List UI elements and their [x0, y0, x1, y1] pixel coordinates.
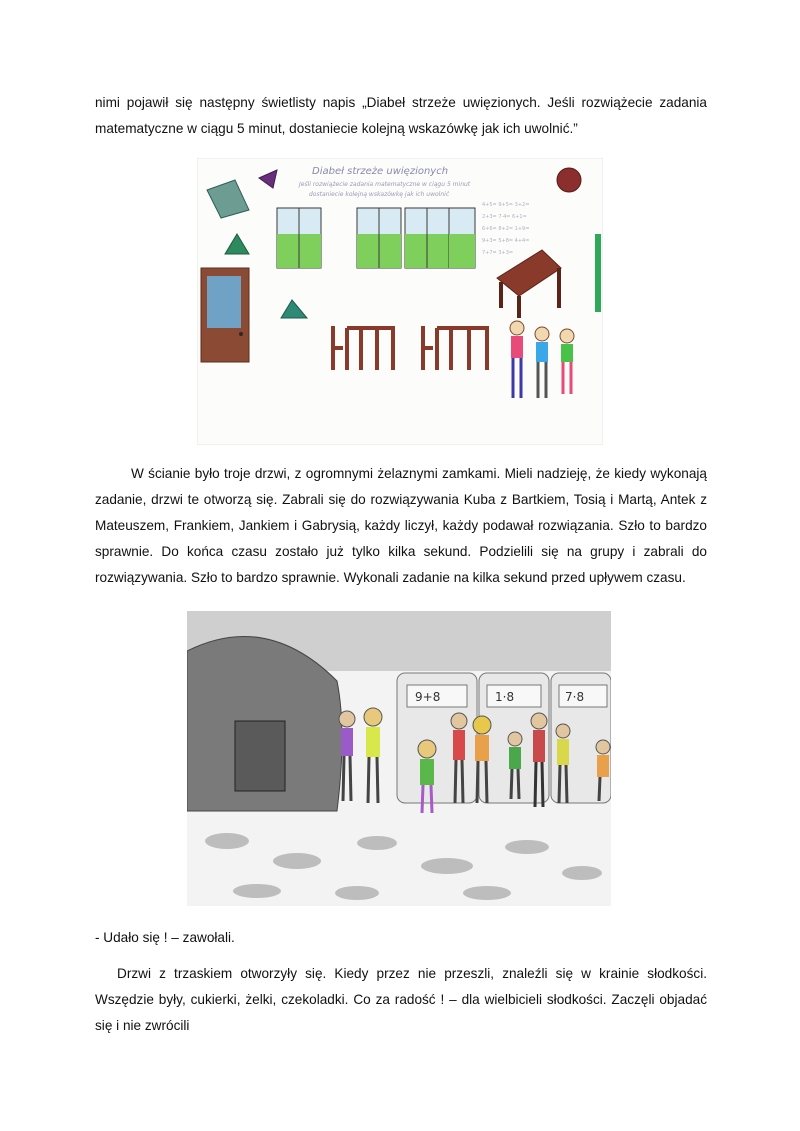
door-icon — [201, 268, 249, 362]
classroom-drawing — [197, 158, 603, 445]
cave-door-icon — [235, 721, 285, 791]
svg-text:6+6= 8+2= 1+9=: 6+6= 8+2= 1+9= — [482, 226, 530, 232]
svg-text:2+3= 7·4= 6+1=: 2+3= 7·4= 6+1= — [482, 214, 527, 220]
calculator-label-1: 9+8 — [415, 690, 441, 704]
calculator-label-3: 7·8 — [565, 690, 585, 704]
board-edge — [595, 234, 601, 312]
calculator-label-2: 1·8 — [495, 690, 515, 704]
windows — [277, 208, 475, 268]
svg-text:7+7= 3+3=: 7+7= 3+3= — [482, 250, 514, 256]
illustration-classroom — [197, 158, 603, 445]
cave-drawing — [187, 611, 611, 906]
handwritten-line-2: dostaniecie kolejną wskazówkę jak ich uwolnić — [309, 191, 450, 198]
illustration-cave — [187, 611, 611, 906]
paragraph-three-doors: W ścianie było troje drzwi, z ogromnymi żelaznymi zamkami. Mieli nadzieję, że kiedy wykonają zadanie, drzwi te otworzą się. Zabrali się do rozwiązywania Kuba z Bartkiem, Tosią i Martą, Antek z Mateuszem, Frankiem, Jankiem i Gabrysią, każdy liczył, każdy podawał rozwiązania. Szło to bardzo sprawnie. Do końca czasu zostało już tylko kilka sekund. Podzielili się na grupy i zabrali do rozwiązywania. Szło to bardzo sprawnie. Wykonali zadanie na kilka sekund przed upływem czasu. — [95, 466, 707, 585]
paragraph-exclamation: - Udało się ! – zawołali. — [95, 930, 235, 945]
handwritten-title: Diabeł strzeże uwięzionych — [312, 166, 449, 177]
paragraph-intro: nimi pojawił się następny świetlisty napis „Diabeł strzeże uwięzionych. Jeśli rozwiążecie zadania matematyczne w ciągu 5 minut, dostaniecie kolejną wskazówkę jak ich uwolnić.” — [95, 95, 707, 136]
svg-text:9+3= 5+8= 4+4=: 9+3= 5+8= 4+4= — [482, 238, 530, 244]
svg-text:4+5= 9+5= 3+2=: 4+5= 9+5= 3+2= — [482, 202, 530, 208]
handwritten-line-1: Jeśli rozwiążecie zadania matematyczne w ciągu 5 minut — [299, 181, 471, 188]
circle-shape-icon — [557, 168, 581, 192]
paragraph-sweets-land: Drzwi z trzaskiem otworzyły się. Kiedy przez nie przeszli, znaleźli się w krainie słodkości. Wszędzie były, cukierki, żelki, czekoladki. Co za radość ! – dla wielbicieli słodkości. Zaczęli objadać się i nie zwrócili — [95, 966, 707, 1033]
